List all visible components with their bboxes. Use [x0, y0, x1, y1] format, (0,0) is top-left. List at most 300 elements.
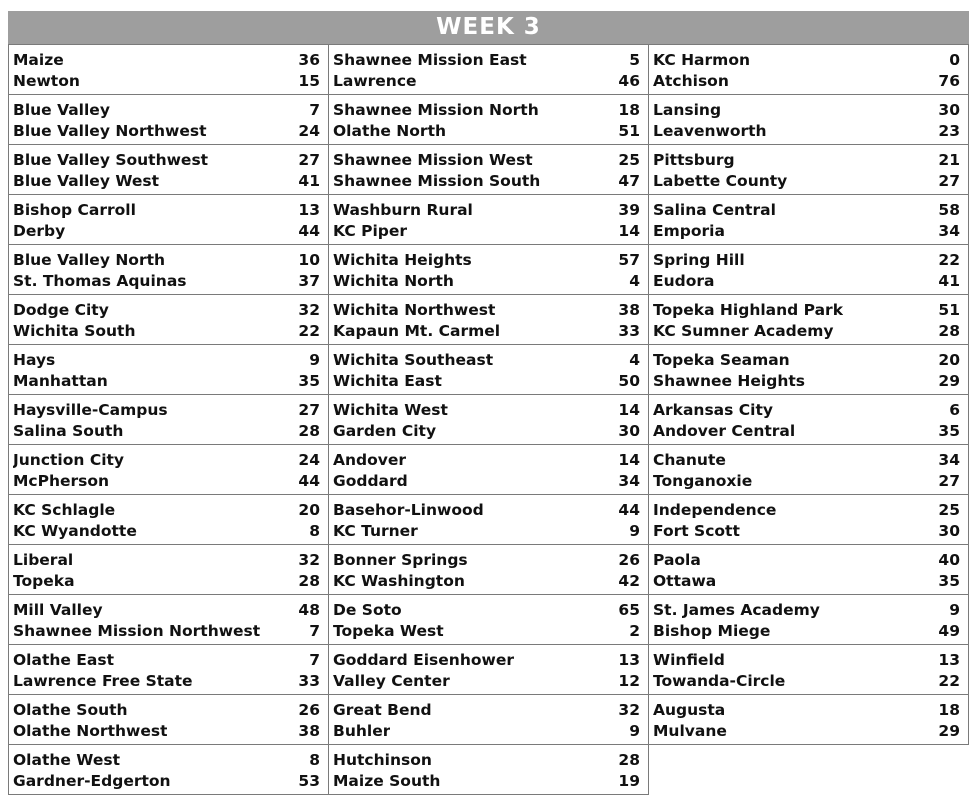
team-row-away: [333, 720, 640, 741]
team-name: Chanute: [653, 450, 726, 469]
team-row-home: [653, 699, 960, 720]
team-score: 30: [618, 421, 640, 440]
team-score: 7: [309, 621, 320, 640]
game-cell: [8, 544, 329, 595]
team-name: De Soto: [333, 600, 402, 619]
team-name: Blue Valley Southwest: [13, 150, 209, 169]
game-cell: [328, 394, 649, 445]
team-name: KC Schlagle: [13, 500, 116, 519]
team-row-away: [653, 120, 960, 141]
game-cell: [648, 94, 969, 145]
team-name: Spring Hill: [653, 250, 745, 269]
team-name: Wichita South: [13, 321, 136, 340]
team-row-away: [13, 120, 320, 141]
team-row-home: [653, 399, 960, 420]
game-cell: [648, 694, 969, 745]
team-row-away: [333, 170, 640, 191]
team-row-away: [13, 770, 320, 791]
team-row-home: [653, 449, 960, 470]
team-row-away: [333, 420, 640, 441]
team-row-home: [333, 249, 640, 270]
team-row-away: [333, 570, 640, 591]
team-row-home: [333, 149, 640, 170]
team-score: 20: [298, 500, 320, 519]
game-cell: [648, 494, 969, 545]
game-cell: [648, 244, 969, 295]
team-row-home: [653, 349, 960, 370]
team-name: Dodge City: [13, 300, 109, 319]
team-row-home: [333, 449, 640, 470]
team-name: Olathe Northwest: [13, 721, 168, 740]
game-cell: [8, 94, 329, 145]
team-row-away: [653, 670, 960, 691]
team-row-away: [653, 620, 960, 641]
game-cell: [8, 244, 329, 295]
team-score: 14: [618, 221, 640, 240]
game-cell: [328, 344, 649, 395]
team-name: Towanda-Circle: [653, 671, 786, 690]
team-score: 21: [938, 150, 960, 169]
team-name: Andover Central: [653, 421, 796, 440]
team-score: 12: [618, 671, 640, 690]
team-name: Emporia: [653, 221, 725, 240]
team-name: Hays: [13, 350, 56, 369]
team-row-away: [653, 420, 960, 441]
team-row-home: [653, 249, 960, 270]
team-score: 27: [298, 400, 320, 419]
team-row-away: [333, 620, 640, 641]
team-name: Topeka Seaman: [653, 350, 790, 369]
team-name: Shawnee Mission North: [333, 100, 539, 119]
game-cell: [328, 94, 649, 145]
team-row-home: [653, 49, 960, 70]
game-cell: [648, 44, 969, 95]
game-cell: [328, 194, 649, 245]
team-name: Salina Central: [653, 200, 776, 219]
team-score: 47: [618, 171, 640, 190]
team-name: Liberal: [13, 550, 74, 569]
team-row-home: [333, 649, 640, 670]
team-name: Manhattan: [13, 371, 108, 390]
team-score: 4: [629, 350, 640, 369]
team-score: 34: [938, 221, 960, 240]
team-score: 9: [949, 600, 960, 619]
team-name: KC Turner: [333, 521, 418, 540]
team-score: 46: [618, 71, 640, 90]
team-row-home: [13, 249, 320, 270]
team-row-away: [333, 370, 640, 391]
team-score: 9: [629, 721, 640, 740]
team-row-home: [333, 499, 640, 520]
team-row-away: [653, 220, 960, 241]
team-score: 27: [298, 150, 320, 169]
game-cell: [8, 44, 329, 95]
team-score: 20: [938, 350, 960, 369]
game-cell: [8, 444, 329, 495]
team-name: Paola: [653, 550, 701, 569]
team-name: Topeka: [13, 571, 75, 590]
team-name: KC Sumner Academy: [653, 321, 834, 340]
team-row-home: [13, 549, 320, 570]
team-score: 29: [938, 721, 960, 740]
team-row-home: [13, 199, 320, 220]
team-name: Bonner Springs: [333, 550, 468, 569]
team-score: 44: [618, 500, 640, 519]
team-name: Pittsburg: [653, 150, 735, 169]
team-score: 34: [618, 471, 640, 490]
team-name: Lansing: [653, 100, 722, 119]
team-row-away: [333, 120, 640, 141]
game-cell: [328, 644, 649, 695]
team-name: Labette County: [653, 171, 788, 190]
team-score: 4: [629, 271, 640, 290]
team-score: 0: [949, 50, 960, 69]
team-score: 34: [938, 450, 960, 469]
team-row-home: [333, 49, 640, 70]
team-score: 25: [938, 500, 960, 519]
team-name: Bishop Carroll: [13, 200, 136, 219]
team-name: Shawnee Mission South: [333, 171, 541, 190]
team-name: Wichita Southeast: [333, 350, 494, 369]
team-score: 19: [618, 771, 640, 790]
team-score: 30: [938, 521, 960, 540]
game-cell: [328, 44, 649, 95]
team-score: 18: [618, 100, 640, 119]
team-row-home: [13, 599, 320, 620]
team-name: KC Piper: [333, 221, 408, 240]
game-cell: [648, 294, 969, 345]
team-score: 41: [938, 271, 960, 290]
team-row-away: [333, 770, 640, 791]
team-score: 48: [298, 600, 320, 619]
game-cell: [8, 344, 329, 395]
team-row-away: [333, 670, 640, 691]
team-score: 14: [618, 400, 640, 419]
team-row-home: [653, 199, 960, 220]
team-row-away: [13, 620, 320, 641]
team-name: Atchison: [653, 71, 729, 90]
team-score: 39: [618, 200, 640, 219]
team-score: 14: [618, 450, 640, 469]
team-row-away: [13, 370, 320, 391]
team-score: 7: [309, 650, 320, 669]
team-score: 28: [298, 421, 320, 440]
team-score: 44: [298, 221, 320, 240]
team-row-home: [333, 599, 640, 620]
team-row-home: [653, 99, 960, 120]
team-row-home: [653, 549, 960, 570]
team-row-home: [333, 749, 640, 770]
team-name: Mulvane: [653, 721, 727, 740]
team-score: 42: [618, 571, 640, 590]
team-score: 36: [298, 50, 320, 69]
team-name: Blue Valley North: [13, 250, 166, 269]
game-cell: [648, 644, 969, 695]
team-name: Derby: [13, 221, 66, 240]
team-name: Lawrence Free State: [13, 671, 193, 690]
team-name: Winfield: [653, 650, 725, 669]
team-score: 51: [618, 121, 640, 140]
team-score: 13: [298, 200, 320, 219]
team-score: 7: [309, 100, 320, 119]
team-score: 26: [618, 550, 640, 569]
team-name: St. Thomas Aquinas: [13, 271, 187, 290]
team-score: 65: [618, 600, 640, 619]
team-row-away: [653, 570, 960, 591]
team-name: Shawnee Mission East: [333, 50, 527, 69]
team-row-away: [653, 520, 960, 541]
game-cell: [8, 294, 329, 345]
team-name: Goddard Eisenhower: [333, 650, 514, 669]
team-row-home: [333, 699, 640, 720]
team-score: 32: [618, 700, 640, 719]
team-score: 18: [938, 700, 960, 719]
game-cell: [648, 544, 969, 595]
team-row-home: [333, 99, 640, 120]
team-name: Augusta: [653, 700, 726, 719]
team-name: Independence: [653, 500, 777, 519]
team-name: Lawrence: [333, 71, 417, 90]
game-cell: [328, 694, 649, 745]
team-row-home: [13, 449, 320, 470]
team-score: 25: [618, 150, 640, 169]
team-row-home: [333, 299, 640, 320]
team-row-away: [653, 320, 960, 341]
team-row-home: [13, 299, 320, 320]
team-name: KC Washington: [333, 571, 465, 590]
team-score: 27: [938, 471, 960, 490]
team-score: 28: [298, 571, 320, 590]
team-row-away: [13, 720, 320, 741]
team-score: 51: [938, 300, 960, 319]
team-score: 50: [618, 371, 640, 390]
team-score: 15: [298, 71, 320, 90]
team-name: Wichita North: [333, 271, 454, 290]
game-cell: [8, 694, 329, 745]
team-row-away: [13, 70, 320, 91]
team-name: KC Wyandotte: [13, 521, 137, 540]
team-name: Washburn Rural: [333, 200, 473, 219]
team-score: 5: [629, 50, 640, 69]
team-score: 58: [938, 200, 960, 219]
team-row-away: [13, 520, 320, 541]
game-cell: [8, 644, 329, 695]
team-row-home: [13, 499, 320, 520]
team-row-home: [333, 549, 640, 570]
team-row-home: [13, 749, 320, 770]
game-cell: [648, 594, 969, 645]
team-name: Junction City: [13, 450, 125, 469]
team-name: Basehor-Linwood: [333, 500, 484, 519]
team-row-away: [13, 420, 320, 441]
team-score: 28: [938, 321, 960, 340]
team-name: Shawnee Mission Northwest: [13, 621, 261, 640]
team-row-away: [13, 570, 320, 591]
team-row-home: [653, 649, 960, 670]
game-cell: [8, 144, 329, 195]
team-name: Garden City: [333, 421, 437, 440]
team-name: Kapaun Mt. Carmel: [333, 321, 501, 340]
team-name: Wichita Heights: [333, 250, 472, 269]
team-row-home: [333, 349, 640, 370]
team-name: Leavenworth: [653, 121, 767, 140]
team-name: Andover: [333, 450, 407, 469]
team-name: Wichita East: [333, 371, 442, 390]
team-score: 33: [618, 321, 640, 340]
team-name: Fort Scott: [653, 521, 740, 540]
game-cell: [648, 444, 969, 495]
team-row-home: [13, 149, 320, 170]
team-name: Mill Valley: [13, 600, 103, 619]
team-name: Bishop Miege: [653, 621, 771, 640]
team-row-away: [653, 70, 960, 91]
game-cell: [8, 744, 329, 795]
game-cell: [648, 194, 969, 245]
team-row-away: [653, 270, 960, 291]
team-score: 76: [938, 71, 960, 90]
team-score: 22: [298, 321, 320, 340]
team-name: Olathe West: [13, 750, 120, 769]
team-score: 26: [298, 700, 320, 719]
team-name: St. James Academy: [653, 600, 820, 619]
team-name: Goddard: [333, 471, 408, 490]
team-row-home: [13, 349, 320, 370]
team-score: 38: [618, 300, 640, 319]
game-cell: [328, 244, 649, 295]
game-cell: [328, 594, 649, 645]
team-score: 22: [938, 671, 960, 690]
team-name: Wichita West: [333, 400, 448, 419]
team-score: 27: [938, 171, 960, 190]
team-score: 53: [298, 771, 320, 790]
team-name: Haysville-Campus: [13, 400, 168, 419]
team-row-away: [653, 370, 960, 391]
game-cell: [328, 544, 649, 595]
team-name: Topeka West: [333, 621, 444, 640]
team-name: Olathe North: [333, 121, 447, 140]
team-name: Buhler: [333, 721, 391, 740]
game-cell: [328, 494, 649, 545]
game-cell: [8, 594, 329, 645]
team-score: 28: [618, 750, 640, 769]
team-score: 30: [938, 100, 960, 119]
team-score: 40: [938, 550, 960, 569]
team-name: Blue Valley Northwest: [13, 121, 207, 140]
team-score: 35: [938, 421, 960, 440]
team-row-away: [333, 270, 640, 291]
team-row-away: [653, 470, 960, 491]
team-score: 24: [298, 450, 320, 469]
team-row-away: [13, 270, 320, 291]
team-name: Olathe East: [13, 650, 114, 669]
team-name: Shawnee Mission West: [333, 150, 533, 169]
game-cell: [648, 394, 969, 445]
team-score: 57: [618, 250, 640, 269]
game-cell: [648, 344, 969, 395]
team-score: 41: [298, 171, 320, 190]
team-name: Topeka Highland Park: [653, 300, 844, 319]
team-row-away: [653, 720, 960, 741]
team-row-home: [333, 199, 640, 220]
team-score: 24: [298, 121, 320, 140]
team-name: Maize: [13, 50, 64, 69]
team-row-away: [333, 220, 640, 241]
team-score: 9: [309, 350, 320, 369]
team-score: 13: [938, 650, 960, 669]
team-name: Blue Valley West: [13, 171, 160, 190]
team-score: 33: [298, 671, 320, 690]
team-row-away: [13, 670, 320, 691]
team-score: 35: [938, 571, 960, 590]
game-cell: [328, 144, 649, 195]
games-grid: [8, 44, 969, 794]
team-score: 13: [618, 650, 640, 669]
team-score: 8: [309, 521, 320, 540]
team-row-away: [13, 320, 320, 341]
team-name: Newton: [13, 71, 80, 90]
game-cell: [8, 394, 329, 445]
team-row-away: [13, 470, 320, 491]
team-row-home: [13, 699, 320, 720]
team-score: 23: [938, 121, 960, 140]
team-row-home: [653, 149, 960, 170]
team-score: 44: [298, 471, 320, 490]
team-score: 35: [298, 371, 320, 390]
team-name: Arkansas City: [653, 400, 773, 419]
team-score: 6: [949, 400, 960, 419]
team-score: 32: [298, 550, 320, 569]
team-score: 29: [938, 371, 960, 390]
team-row-away: [653, 170, 960, 191]
game-cell: [8, 494, 329, 545]
team-row-home: [653, 299, 960, 320]
game-cell: [8, 194, 329, 245]
team-row-away: [333, 520, 640, 541]
team-name: Tonganoxie: [653, 471, 753, 490]
week-header: WEEK 3: [8, 11, 969, 44]
team-score: 22: [938, 250, 960, 269]
team-score: 49: [938, 621, 960, 640]
game-cell: [328, 294, 649, 345]
team-row-home: [13, 649, 320, 670]
team-name: Hutchinson: [333, 750, 432, 769]
game-cell: [328, 744, 649, 795]
team-score: 37: [298, 271, 320, 290]
team-name: Salina South: [13, 421, 124, 440]
team-score: 8: [309, 750, 320, 769]
team-row-away: [333, 470, 640, 491]
team-name: Great Bend: [333, 700, 432, 719]
game-cell: [648, 144, 969, 195]
team-score: 32: [298, 300, 320, 319]
team-row-away: [13, 220, 320, 241]
team-score: 9: [629, 521, 640, 540]
team-name: McPherson: [13, 471, 110, 490]
team-name: Valley Center: [333, 671, 450, 690]
team-name: Wichita Northwest: [333, 300, 496, 319]
game-cell: [328, 444, 649, 495]
team-score: 2: [629, 621, 640, 640]
team-name: Blue Valley: [13, 100, 110, 119]
team-row-home: [653, 499, 960, 520]
team-name: Ottawa: [653, 571, 717, 590]
team-name: Maize South: [333, 771, 441, 790]
team-row-home: [13, 99, 320, 120]
team-score: 10: [298, 250, 320, 269]
team-name: Shawnee Heights: [653, 371, 805, 390]
team-row-away: [13, 170, 320, 191]
team-row-home: [653, 599, 960, 620]
